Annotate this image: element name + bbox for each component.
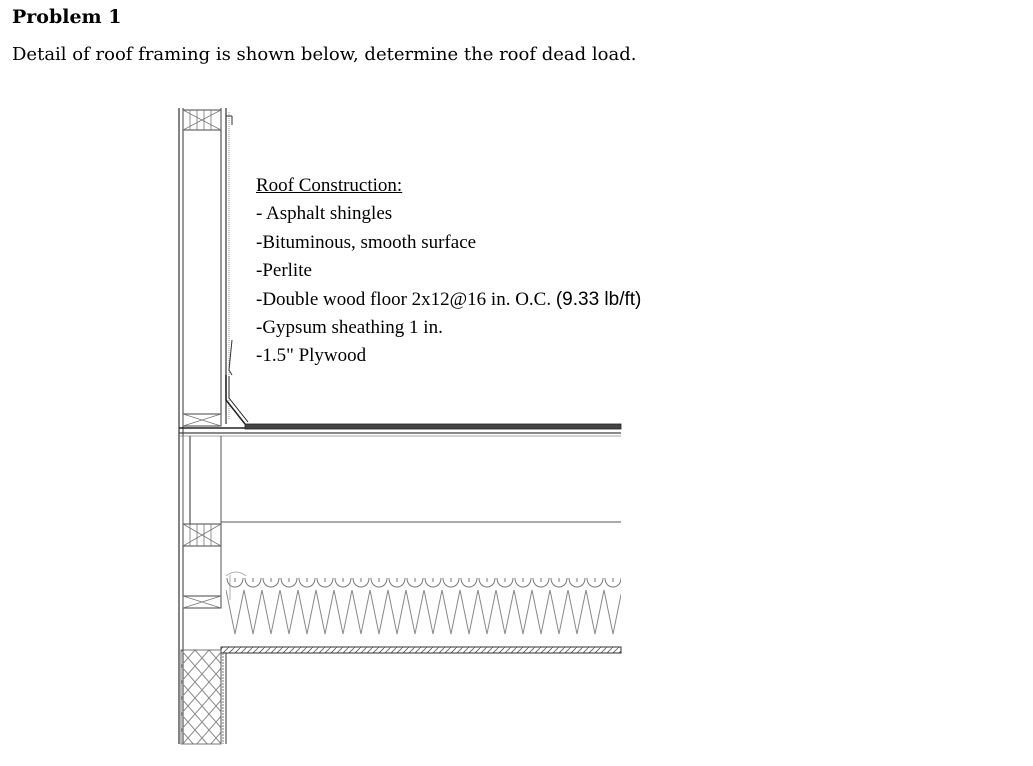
ceiling-sheathing — [181, 647, 621, 744]
problem-statement: Detail of roof framing is shown below, determine the roof dead load. — [12, 44, 637, 65]
joist-weight-note: (9.33 lb/ft) — [555, 288, 642, 310]
note-double-wood-floor-text: -Double wood floor 2x12@16 in. O.C. — [256, 288, 552, 310]
problem-title: Problem 1 — [12, 6, 122, 28]
note-bituminous: -Bituminous, smooth surface — [256, 231, 477, 253]
roof-construction-notes — [256, 172, 641, 371]
roof-construction-heading: Roof Construction: — [256, 175, 403, 196]
note-asphalt-shingles: - Asphalt shingles — [256, 203, 393, 225]
roof-deck — [179, 424, 621, 436]
batt-insulation — [226, 572, 621, 636]
note-perlite: -Perlite — [256, 260, 312, 282]
note-gypsum-sheathing: -Gypsum sheathing 1 in. — [256, 317, 443, 339]
note-double-wood-floor — [256, 286, 641, 314]
note-plywood: -1.5" Plywood — [256, 345, 367, 367]
